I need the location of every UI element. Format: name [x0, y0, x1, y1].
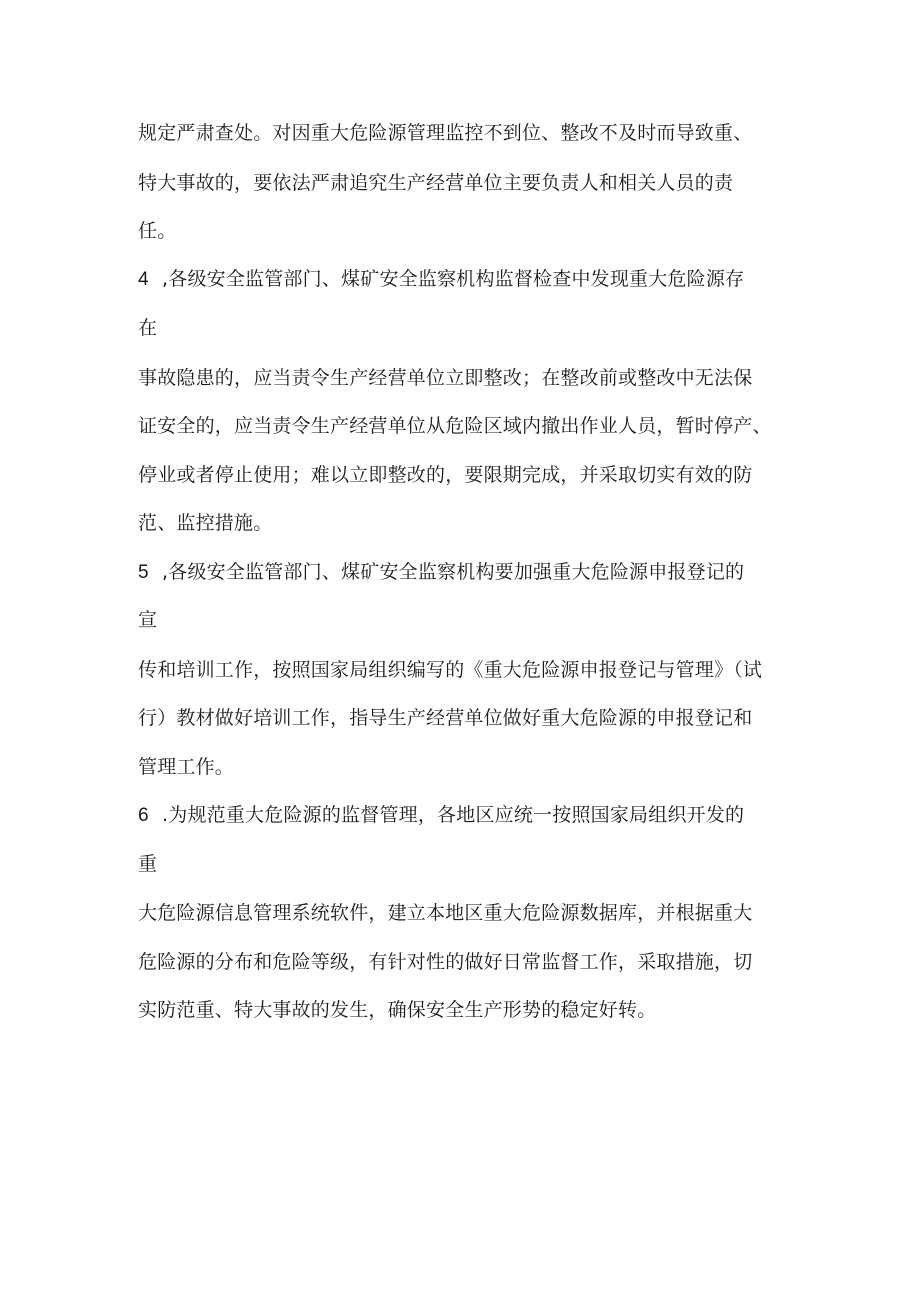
list-item-5-first-line — [138, 560, 798, 585]
list-item-4-first-line — [138, 267, 798, 292]
item-number: 5 — [138, 562, 149, 583]
text-line: 特大事故的，要依法严肃追究生产经营单位主要负责人和相关人员的责 — [138, 172, 734, 194]
text-line: 重 — [138, 853, 158, 875]
text-line: .为规范重大危险源的监督管理，各地区应统一按照国家局组织开发的 — [162, 804, 745, 826]
text-line: 任。 — [138, 220, 177, 242]
item-number: 6 — [138, 805, 149, 826]
text-line: 规定严肃查处。对因重大危险源管理监控不到位、整改不及时而导致重、 — [138, 122, 753, 144]
text-line: 管理工作。 — [138, 756, 235, 778]
text-line: 危险源的分布和危险等级，有针对性的做好日常监督工作，采取措施，切 — [138, 951, 753, 973]
text-line: 实防范重、特大事故的发生，确保安全生产形势的稳定好转。 — [138, 999, 657, 1021]
item-number: 4 — [138, 269, 149, 290]
list-item-6-first-line — [138, 803, 798, 828]
text-line: 行）教材做好培训工作，指导生产经营单位做好重大危险源的申报登记和 — [138, 707, 753, 729]
text-line: 在 — [138, 317, 158, 339]
text-line: 停业或者停止使用；难以立即整改的，要限期完成，并采取切实有效的防 — [138, 464, 753, 486]
text-line: 事故隐患的，应当责令生产经营单位立即整改；在整改前或整改中无法保 — [138, 367, 753, 389]
text-line: 传和培训工作，按照国家局组织编写的《重大危险源申报登记与管理》（试 — [138, 659, 763, 681]
text-line: 大危险源信息管理系统软件，建立本地区重大危险源数据库，并根据重大 — [138, 902, 753, 924]
text-line: 宣 — [138, 609, 158, 631]
text-line: ,各级安全监管部门、煤矿安全监察机构监督检查中发现重大危险源存 — [162, 268, 745, 290]
text-line: 证安全的，应当责令生产经营单位从危险区域内撤出作业人员，暂时停产、 — [138, 415, 772, 437]
text-line: 范、监控措施。 — [138, 512, 273, 534]
text-line: ,各级安全监管部门、煤矿安全监察机构要加强重大危险源申报登记的 — [162, 561, 745, 583]
